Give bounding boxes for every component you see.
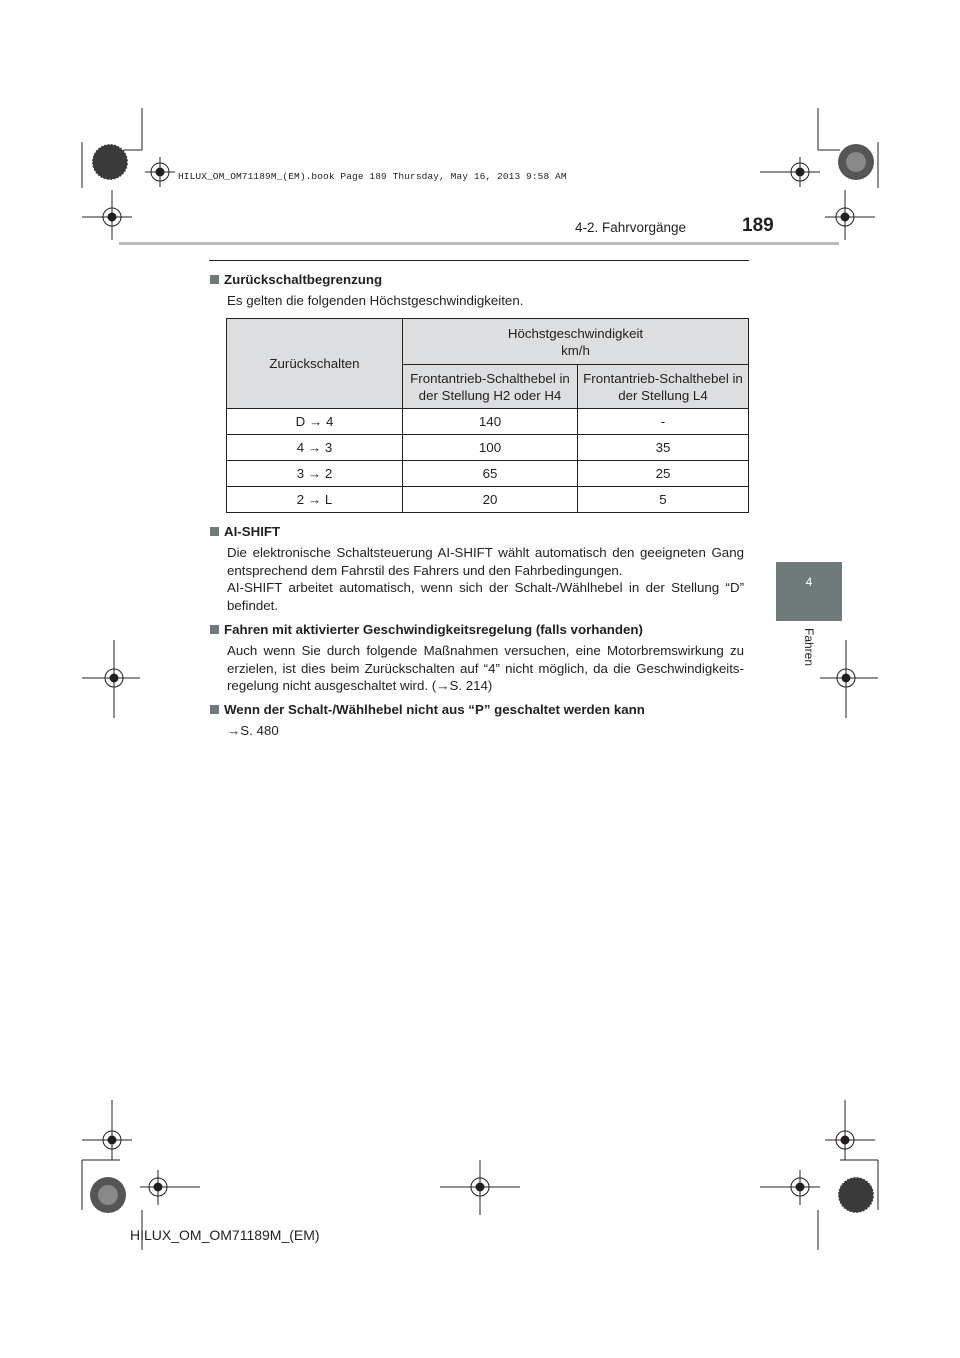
chapter-tab-number: 4: [805, 575, 813, 589]
page-number: 189: [742, 215, 774, 236]
table-cell-h2h4: 20: [403, 487, 578, 513]
table-cell-shift: 2 → L: [227, 487, 403, 513]
square-bullet-icon: [210, 625, 219, 634]
heading-ai-shift: AI-SHIFT: [210, 524, 280, 539]
table-cell-shift: 3 → 2: [227, 461, 403, 487]
table-row: [227, 461, 749, 487]
table-subheader-l4: Frontantrieb-Schalthebel in der Stellung L4: [578, 365, 749, 409]
paragraph-downshift-intro: Es gelten die folgenden Höchstgeschwindigkeiten.: [227, 293, 524, 308]
square-bullet-icon: [210, 527, 219, 536]
paragraph-shift-lever-reference: →S. 480: [227, 723, 279, 738]
paragraph-ai-shift-2: AI-SHIFT arbeitet automatisch, wenn sich der Schalt-/Wählhebel in der Stellung “D” befindet.: [227, 580, 744, 613]
table-row: [227, 409, 749, 435]
chapter-tab-label: Fahren: [802, 627, 816, 667]
section-header: 4-2. Fahrvorgänge: [575, 220, 687, 235]
square-bullet-icon: [210, 275, 219, 284]
print-info-line: HILUX_OM_OM71189M_(EM).book Page 189 Thursday, May 16, 2013 9:58 AM: [178, 171, 567, 182]
sunburst-mark-top-right: [838, 144, 874, 180]
table-cell-h2h4: 100: [403, 435, 578, 461]
table-cell-l4: 25: [578, 461, 749, 487]
paragraph-ai-shift-1: Die elektronische Schaltsteuerung AI-SHIFT wählt automatisch den geeigneten Gang entsprechend dem Fahrstil des Fahrers und den Fahrbedingungen.: [227, 545, 744, 578]
table-cell-l4: -: [578, 409, 749, 435]
heading-cruise-control: Fahren mit aktivierter Geschwindigkeitsregelung (falls vorhanden): [210, 622, 643, 637]
sunburst-mark-bottom-left: [90, 1177, 126, 1213]
table-cell-h2h4: 140: [403, 409, 578, 435]
heading-shift-lever-stuck: Wenn der Schalt-/Wählhebel nicht aus “P” geschaltet werden kann: [210, 702, 645, 717]
square-bullet-icon: [210, 705, 219, 714]
paragraph-cruise-control: Auch wenn Sie durch folgende Maßnahmen versuchen, eine Motorbremswirkung zu erzielen, ist dies beim Zurückschalten auf “4” nicht möglich, da die Geschwindigkeits-regelung nicht ausgeschaltet wird. (→S. 214): [227, 643, 744, 693]
document-code: HILUX_OM_OM71189M_(EM): [130, 1227, 320, 1243]
table-cell-shift: 4 → 3: [227, 435, 403, 461]
chapter-tab: [776, 562, 842, 621]
content-rule: [209, 260, 749, 261]
table-row: [227, 487, 749, 513]
sunburst-mark-top-left: [92, 144, 128, 180]
table-subheader-h2-h4: Frontantrieb-Schalthebel in der Stellung H2 oder H4: [403, 365, 578, 409]
table-cell-l4: 35: [578, 435, 749, 461]
table-header-downshift: Zurückschalten: [227, 319, 403, 409]
sunburst-mark-bottom-right: [838, 1177, 874, 1213]
table-row: [227, 435, 749, 461]
header-rule: [119, 242, 839, 245]
table-cell-shift: D → 4: [227, 409, 403, 435]
max-speed-table: [226, 318, 749, 513]
table-header-max-speed: Höchstgeschwindigkeit km/h: [403, 319, 749, 365]
table-cell-h2h4: 65: [403, 461, 578, 487]
heading-downshift-limit: Zurückschaltbegrenzung: [210, 272, 382, 287]
table-cell-l4: 5: [578, 487, 749, 513]
